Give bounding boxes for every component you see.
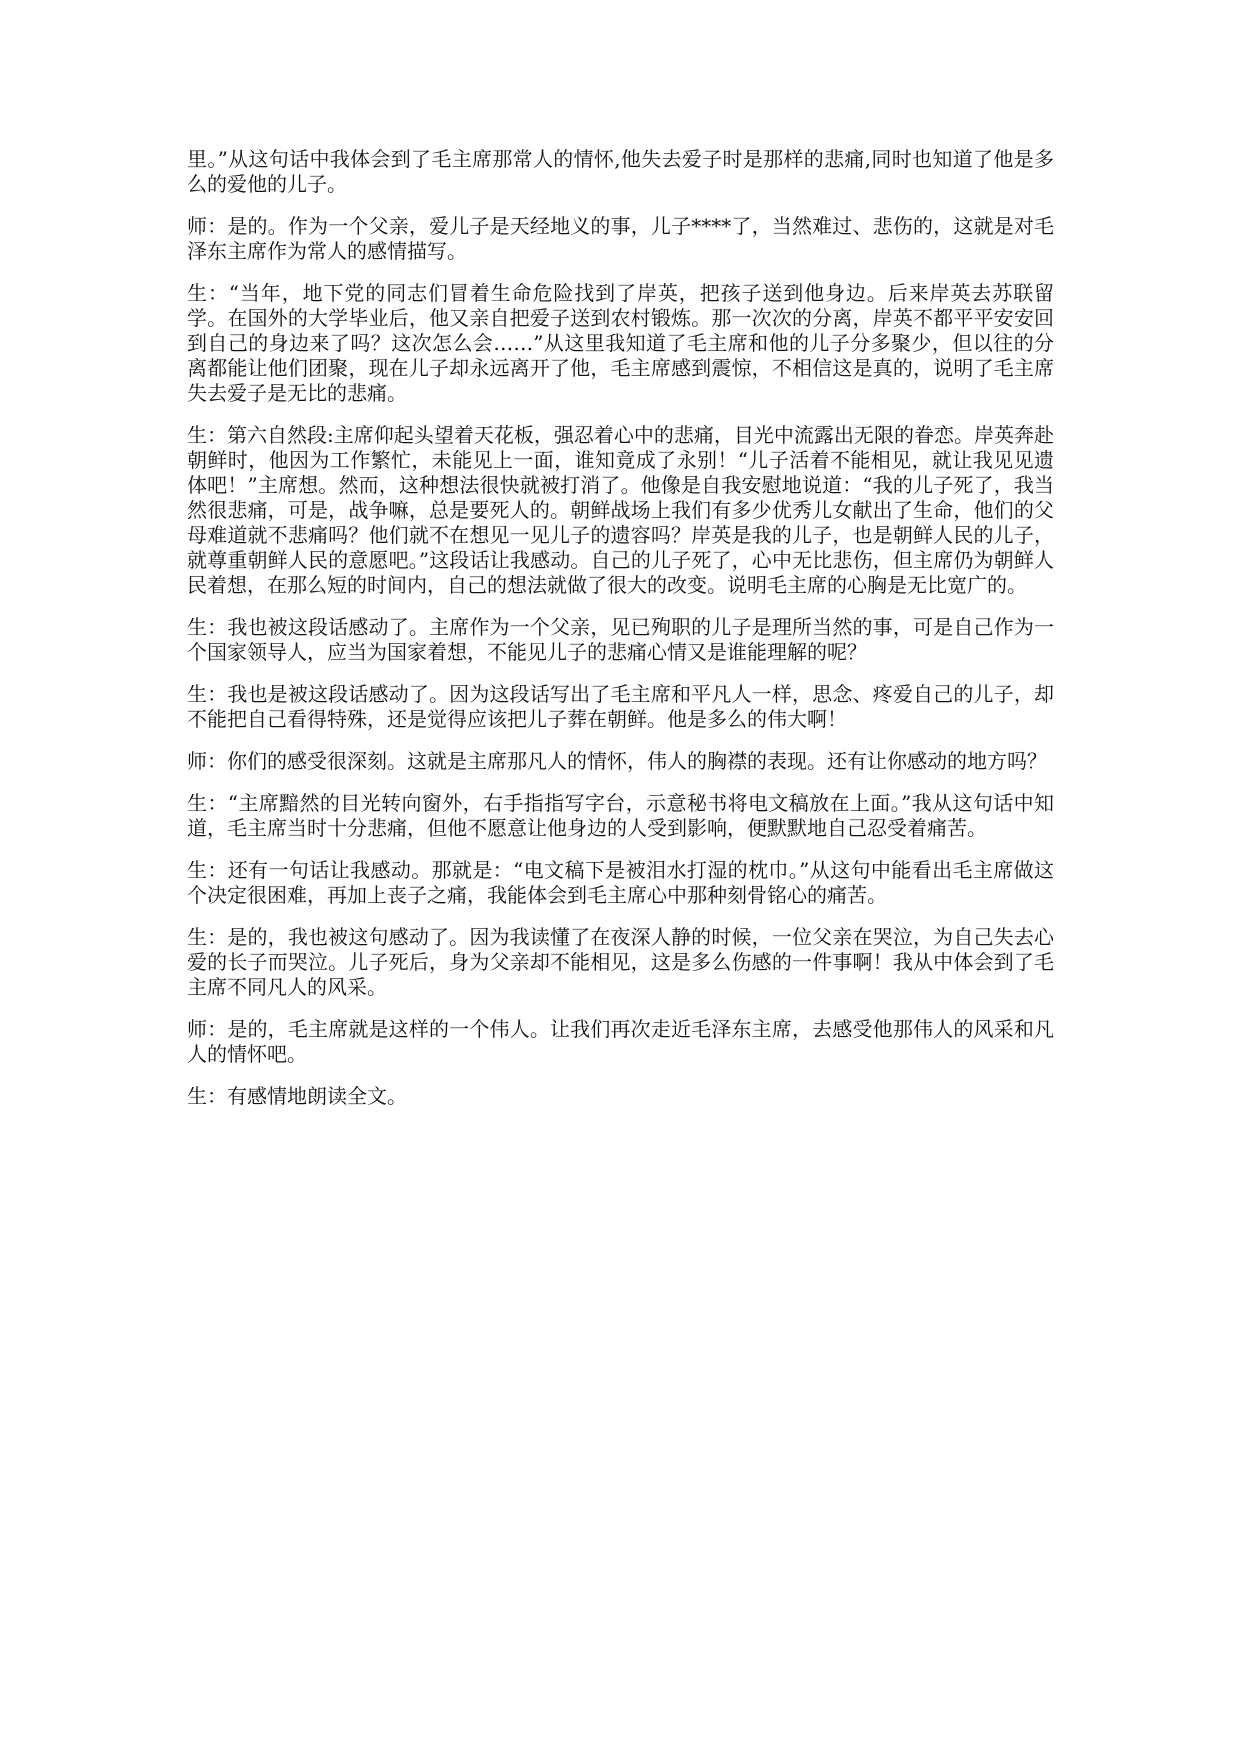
paragraph-10: 生：是的，我也被这句感动了。因为我读懂了在夜深人静的时候，一位父亲在哭泣，为自己失去心爱的长子而哭泣。儿子死后，身为父亲却不能相见，这是多么伤感的一件事啊！我从中体会到了毛主席不同凡人的风采。: [187, 925, 1054, 999]
paragraph-1: 里。”从这句话中我体会到了毛主席那常人的情怀,他失去爱子时是那样的悲痛,同时也知道了他是多么的爱他的儿子。: [187, 147, 1054, 196]
paragraph-9: 生：还有一句话让我感动。那就是：“电文稿下是被泪水打湿的枕巾。”从这句中能看出毛主席做这个决定很困难，再加上丧子之痛，我能体会到毛主席心中那种刻骨铭心的痛苦。: [187, 858, 1054, 907]
paragraph-7: 师：你们的感受很深刻。这就是主席那凡人的情怀，伟人的胸襟的表现。还有让你感动的地方吗？: [187, 749, 1047, 773]
paragraph-6: 生：我也是被这段话感动了。因为这段话写出了毛主席和平凡人一样，思念、疼爱自己的儿子，却不能把自己看得特殊，还是觉得应该把儿子葬在朝鲜。他是多么的伟大啊！: [187, 682, 1054, 731]
document-body: [187, 147, 1054, 1126]
paragraph-4: 生：第六自然段:主席仰起头望着天花板，强忍着心中的悲痛，目光中流露出无限的眷恋。岸英奔赴朝鲜时，他因为工作繁忙，未能见上一面，谁知竟成了永别！“儿子活着不能相见，就让我见见遗体吧！”主席想。然而，这种想法很快就被打消了。他像是自我安慰地说道：“我的儿子死了，我当然很悲痛，可是，战争嘛，总是要死人的。朝鲜战场上我们有多少优秀儿女献出了生命，他们的父母难道就不悲痛吗？他们就不在想见一见儿子的遗容吗？岸英是我的儿子，也是朝鲜人民的儿子，就尊重朝鲜人民的意愿吧。”这段话让我感动。自己的儿子死了，心中无比悲伤，但主席仍为朝鲜人民着想，在那么短的时间内，自己的想法就做了很大的改变。说明毛主席的心胸是无比宽广的。: [187, 423, 1054, 597]
paragraph-2: 师：是的。作为一个父亲，爱儿子是天经地义的事，儿子****了，当然难过、悲伤的，这就是对毛泽东主席作为常人的感情描写。: [187, 214, 1054, 263]
paragraph-5: 生：我也被这段话感动了。主席作为一个父亲，见已殉职的儿子是理所当然的事，可是自己作为一个国家领导人，应当为国家着想，不能见儿子的悲痛心情又是谁能理解的呢？: [187, 615, 1054, 664]
paragraph-8: 生：“主席黯然的目光转向窗外，右手指指写字台，示意秘书将电文稿放在上面。”我从这句话中知道，毛主席当时十分悲痛，但他不愿意让他身边的人受到影响，便默默地自己忍受着痛苦。: [187, 791, 1054, 840]
paragraph-3: 生：“当年，地下党的同志们冒着生命危险找到了岸英，把孩子送到他身边。后来岸英去苏联留学。在国外的大学毕业后，他又亲自把爱子送到农村锻炼。那一次次的分离，岸英不都平平安安回到自己的身边来了吗？这次怎么会……”从这里我知道了毛主席和他的儿子分多聚少，但以往的分离都能让他们团聚，现在儿子却永远离开了他，毛主席感到震惊，不相信这是真的，说明了毛主席失去爱子是无比的悲痛。: [187, 281, 1054, 405]
paragraph-11: 师：是的，毛主席就是这样的一个伟人。让我们再次走近毛泽东主席，去感受他那伟人的风采和凡人的情怀吧。: [187, 1017, 1054, 1066]
paragraph-12: 生：有感情地朗读全文。: [187, 1084, 407, 1108]
